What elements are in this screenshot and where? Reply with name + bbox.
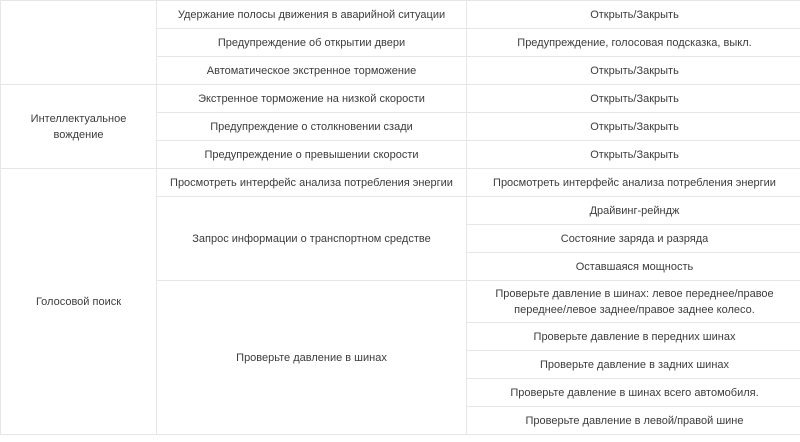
feature-cell: Предупреждение о столкновении сзади <box>157 113 467 141</box>
feature-cell-tire-pressure: Проверьте давление в шинах <box>157 281 467 435</box>
table-row <box>1 85 800 113</box>
feature-cell-vehicle-info: Запрос информации о транспортном средстве <box>157 197 467 281</box>
value-cell: Открыть/Закрыть <box>467 85 800 113</box>
feature-cell: Удержание полосы движения в аварийной ситуации <box>157 1 467 29</box>
value-cell: Проверьте давление в шинах: левое переднее/правое переднее/левое заднее/правое заднее колесо. <box>467 281 800 323</box>
category-cell-empty <box>1 1 157 85</box>
feature-cell: Просмотреть интерфейс анализа потребления энергии <box>157 169 467 197</box>
value-cell: Открыть/Закрыть <box>467 1 800 29</box>
value-cell: Драйвинг-рейндж <box>467 197 800 225</box>
value-cell: Открыть/Закрыть <box>467 57 800 85</box>
feature-cell: Автоматическое экстренное торможение <box>157 57 467 85</box>
value-cell: Проверьте давление в шинах всего автомобиля. <box>467 379 800 407</box>
value-cell: Открыть/Закрыть <box>467 141 800 169</box>
value-cell: Проверьте давление в задних шинах <box>467 351 800 379</box>
category-cell-intelligent-driving: Интеллектуальное вождение <box>1 85 157 169</box>
value-cell: Предупреждение, голосовая подсказка, выкл. <box>467 29 800 57</box>
table-row <box>1 169 800 197</box>
feature-cell: Предупреждение о превышении скорости <box>157 141 467 169</box>
feature-cell: Экстренное торможение на низкой скорости <box>157 85 467 113</box>
value-cell: Просмотреть интерфейс анализа потребления энергии <box>467 169 800 197</box>
category-cell-voice-search: Голосовой поиск <box>1 169 157 435</box>
value-cell: Открыть/Закрыть <box>467 113 800 141</box>
feature-cell: Предупреждение об открытии двери <box>157 29 467 57</box>
value-cell: Проверьте давление в передних шинах <box>467 323 800 351</box>
value-cell: Состояние заряда и разряда <box>467 225 800 253</box>
table-row <box>1 1 800 29</box>
value-cell: Проверьте давление в левой/правой шине <box>467 407 800 435</box>
value-cell: Оставшаяся мощность <box>467 253 800 281</box>
